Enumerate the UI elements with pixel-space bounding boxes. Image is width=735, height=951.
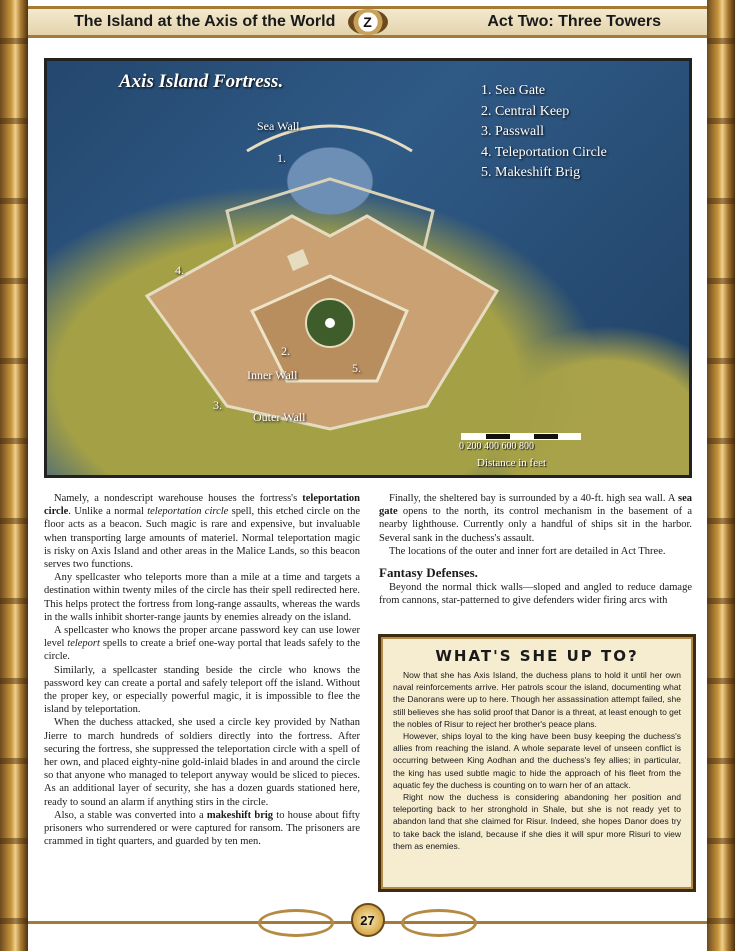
sidebar-title: WHAT'S SHE UP TO?: [435, 647, 639, 665]
legend-item: 2. Central Keep: [481, 103, 570, 119]
map-title: Axis Island Fortress.: [119, 71, 284, 92]
flourish-right-icon: [401, 909, 477, 937]
section-heading: Fantasy Defenses.: [379, 565, 478, 581]
decorative-border-right: [707, 0, 735, 951]
term-makeshift-brig: makeshift brig: [206, 809, 274, 821]
map-label-3: 3.: [213, 398, 222, 412]
paragraph: Similarly, a spellcaster standing beside the circle who knows the password key can create a portal and safely teleport off the island. Without the proper key, or especially powerful magic, it is impossible to flee the island by teleportation.: [44, 664, 360, 716]
page-header: [28, 6, 707, 38]
z-logo-icon: Z: [348, 9, 388, 35]
spell-name: teleport: [67, 638, 100, 650]
paragraph: [379, 492, 692, 545]
sidebar-paragraph: Now that she has Axis Island, the duchess plans to hold it until her own naval reinforcements arrive. Her patrols scour the island, documenting what the Danorans were up to here. Though her assassination attempt failed, she still believes she has solid proof that Danor is a threat, at least enough to get the nobles of Risur to reject her brother's peace plans.: [393, 670, 681, 729]
left-text-column: [44, 492, 360, 848]
map-legend: [481, 81, 607, 184]
text-run: A spellcaster who knows the proper arcane password key can use lower level: [44, 625, 360, 650]
page-footer: [28, 895, 707, 951]
flourish-left-icon: [258, 909, 334, 937]
map-label-outer-wall: Outer Wall: [253, 410, 306, 424]
legend-item: 4. Teleportation Circle: [481, 144, 607, 160]
paragraph: The locations of the outer and inner fort are detailed in Act Three.: [389, 545, 666, 557]
map-label-sea-wall: Sea Wall: [257, 119, 300, 133]
paragraph: [44, 809, 360, 849]
text-run: spells to create a brief one-way portal that leads safely to the circle.: [44, 638, 360, 663]
legend-item: 3. Passwall: [481, 124, 544, 139]
scale-values: 0 200 400 600 800: [459, 441, 534, 452]
sidebar-box: [378, 634, 696, 892]
text-run: spell, this etched circle on the floor acts as a beacon. Such magic is rare and expensive, but invaluable when transporting large amounts of materiel. Normal teleportation magic is risky on Axis Island and other areas in the Malice Lands, so this beacon serves two functions.: [44, 506, 360, 571]
text-run: . Unlike a normal: [68, 506, 148, 518]
text-run: Also, a stable was converted into a: [54, 809, 207, 821]
header-right-title: Act Two: Three Towers: [487, 13, 661, 30]
legend-item: 5. Makeshift Brig: [481, 165, 581, 180]
scale-bar: [461, 433, 581, 440]
scale-title: Distance in feet: [477, 457, 547, 469]
page-number: 27: [351, 903, 385, 937]
text-run: to house about fifty prisoners who surrendered or were captured for ransom. The prisoners are crammed in tight quarters, and guarded by ten men.: [44, 809, 360, 848]
term-sea-gate: sea gate: [379, 493, 692, 518]
paragraph: [44, 492, 360, 571]
map-label-2: 2.: [281, 344, 290, 358]
spell-name: teleportation circle: [147, 506, 229, 518]
term-teleportation-circle: teleportation circle: [44, 493, 360, 518]
map-label-1: 1.: [277, 151, 286, 165]
text-run: Finally, the sheltered bay is surrounded by a 40-ft. high sea wall. A: [389, 493, 678, 504]
text-run: Namely, a nondescript warehouse houses the fortress's: [54, 493, 303, 504]
paragraph: [44, 624, 360, 664]
fortress-map: [44, 58, 692, 478]
text-run: opens to the north, its control mechanism in the basement of a nearby lighthouse. Currently only a handful of ships sit in the harbor. Several sank in the duchess's assault.: [379, 506, 692, 544]
map-label-inner-wall: Inner Wall: [247, 368, 298, 382]
paragraph: Any spellcaster who teleports more than a mile at a time and targets a destination within twenty miles of the circle has their spell redirected here. This helps protect the fortress from long-range assaults, whereas the wards in the walls inhibit shorter-range jaunts by enemies already on the island.: [44, 572, 360, 623]
paragraph: Beyond the normal thick walls—sloped and angled to reduce damage from cannons, star-patterned to give defenders wider firing arcs with: [379, 582, 692, 607]
decorative-border-left: [0, 0, 28, 951]
legend-item: 1. Sea Gate: [481, 83, 546, 98]
right-text-column: [379, 492, 692, 608]
map-label-5: 5.: [352, 361, 361, 375]
sidebar-paragraph: However, ships loyal to the king have been busy keeping the duchess's allies from reaching the island. A whole separate level of unseen conflict is occurring between King Aodhan and the duchess's fey allies; in particular, the king has used subtle magic to hide the approach of his fleet from the aquatic fey the duchess is counting on to warn her of an attack.: [393, 731, 681, 790]
paragraph: When the duchess attacked, she used a circle key provided by Nathan Jierre to march hundreds of soldiers directly into the fortress. After securing the fortress, she suppressed the teleportation circle with a spell of her own, and placed eighty-nine gold-inlaid blades in and around the circle so that anyone who managed to teleport anyway would be sliced to pieces. As an additional layer of security, she has a dozen guards stationed here, ready to sound an alarm if anything stirs in the circle.: [44, 717, 360, 808]
sidebar-paragraph: Right now the duchess is considering abandoning her position and teleporting back to her stronghold in Shale, but she is not ready yet to abandon land that she claimed for Risur. Indeed, she hopes Danor does try to take back the island, because if she dies it will spur more Risuri to view them as enemies.: [393, 792, 681, 851]
header-left-title: The Island at the Axis of the World: [74, 13, 336, 30]
map-label-4: 4.: [175, 263, 184, 277]
keep-center-icon: [325, 318, 335, 328]
